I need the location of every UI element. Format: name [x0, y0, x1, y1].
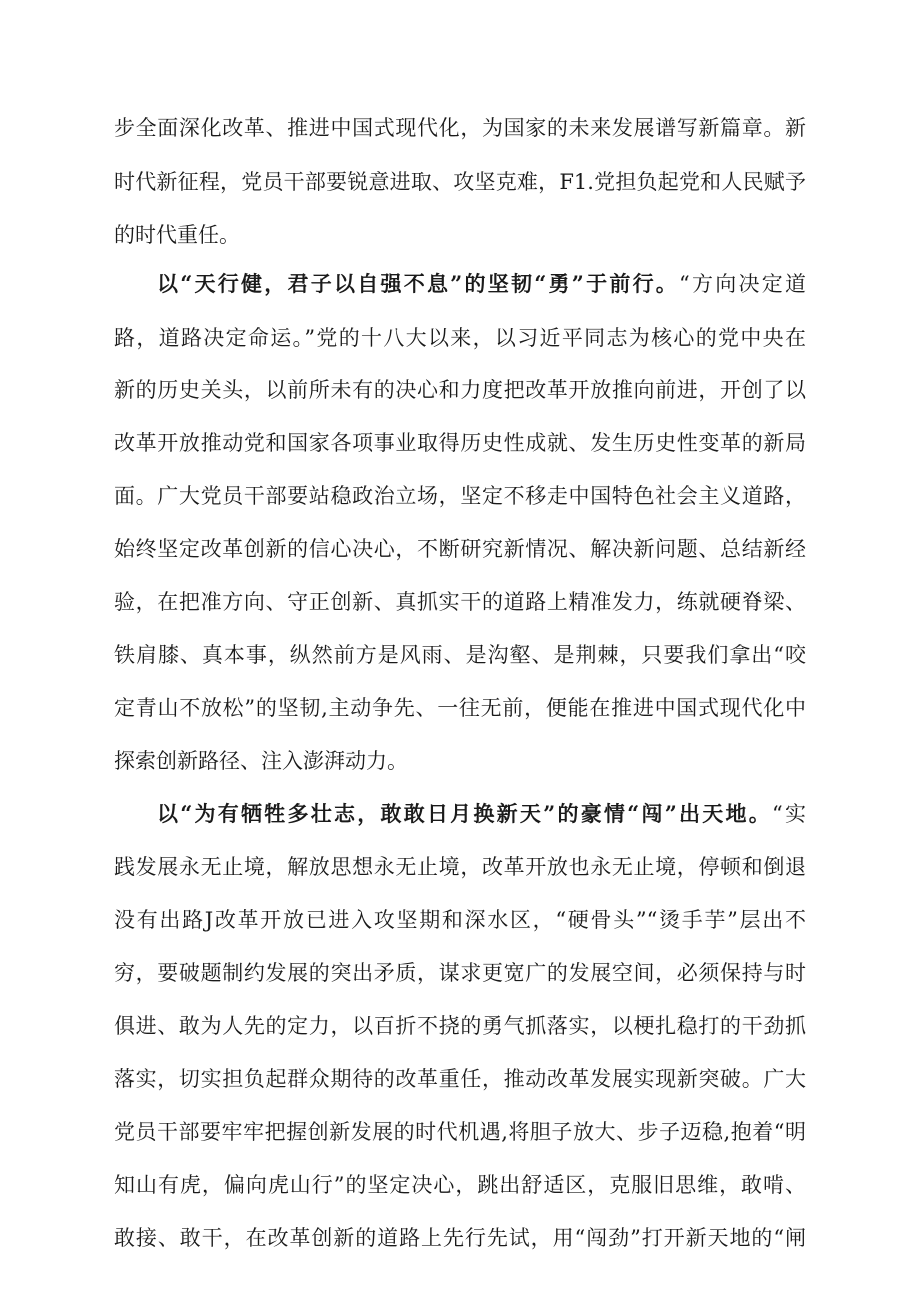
paragraph1-line-2: 时代新征程，党员干部要锐意进取、攻坚克难，F1.党担负起党和人民赋予 — [114, 170, 806, 194]
paragraph3-line-4: 穷，要破题制约发展的突出矛质，谋求更宽广的发展空间，必须保持与时 — [114, 961, 806, 985]
paragraph3-line-5: 俱进、敢为人先的定力，以百折不挠的勇气抓落实，以梗扎稳打的干劲抓 — [114, 1014, 806, 1038]
paragraph2-first-line-rest: “方向决定道 — [679, 272, 806, 296]
paragraph2-line-10: 探索创新路径、注入澎湃动力。 — [114, 749, 408, 773]
paragraph3-line-2: 践发展永无止境，解放思想永无止境，改革开放也永无止境，停顿和倒退 — [114, 855, 806, 879]
paragraph3-line-7: 党员干部要牢牢把握创新发展的时代机遇,将胆子放大、步子迈稳,抱着“明 — [114, 1120, 806, 1144]
paragraph3-heading: 以“为有牺牲多壮志，敢敢日月换新天”的豪情“闯”出天地。 — [157, 801, 772, 826]
paragraph3-line-9: 敢接、敢干，在改革创新的道路上先行先试，用“闯劲”打开新天地的“闸 — [114, 1226, 806, 1250]
paragraph3-line-8: 知山有虎，偏向虎山行”的坚定决心，跳出舒适区，克服旧思维，敢啃、 — [114, 1173, 806, 1197]
paragraph2-line-8: 铁肩膝、真本事，纵然前方是风雨、是沟壑、是荆棘，只要我们拿出“咬 — [114, 643, 806, 667]
paragraph3-line-6: 落实，切实担负起群众期待的改革重任，推动改革发展实现新突破。广大 — [114, 1067, 806, 1091]
paragraph2-line-5: 面。广大党员干部要站稳政治立场，坚定不移走中国特色社会主义道路， — [114, 484, 806, 508]
paragraph3-line-3: 没有出路J改革开放已进入攻坚期和深水区，“硬骨头”“烫手芋”层出不 — [114, 908, 806, 932]
paragraph1-line-1: 步全面深化改革、推进中国式现代化，为国家的未来发展谱写新篇章。新 — [114, 116, 806, 140]
paragraph2-line-2: 路，道路决定命运。”党的十八大以来，以习近平同志为核心的党中央在 — [114, 326, 806, 350]
paragraph2-first-line — [157, 264, 806, 304]
paragraph2-line-3: 新的历史关头，以前所未有的决心和力度把改革开放推向前进，开创了以 — [114, 378, 806, 402]
paragraph2-line-6: 始终坚定改革创新的信心决心，不断研究新情况、解决新问题、总结新经 — [114, 537, 806, 561]
paragraph1-line-3: 的时代重任。 — [114, 223, 240, 247]
paragraph2-line-9: 定青山不放松”的坚韧,主动争先、一往无前，便能在推进中国式现代化中 — [114, 696, 806, 720]
paragraph3-first-line-rest: “实 — [772, 802, 806, 826]
paragraph3-first-line — [157, 794, 806, 834]
paragraph2-heading: 以“天行健，君子以自强不息”的坚韧“勇”于前行。 — [157, 271, 680, 296]
paragraph2-line-7: 验，在把准方向、守正创新、真抓实干的道路上精准发力，练就硬脊梁、 — [114, 590, 806, 614]
paragraph2-line-4: 改革开放推动党和国家各项事业取得历史性成就、发生历史性变革的新局 — [114, 431, 806, 455]
